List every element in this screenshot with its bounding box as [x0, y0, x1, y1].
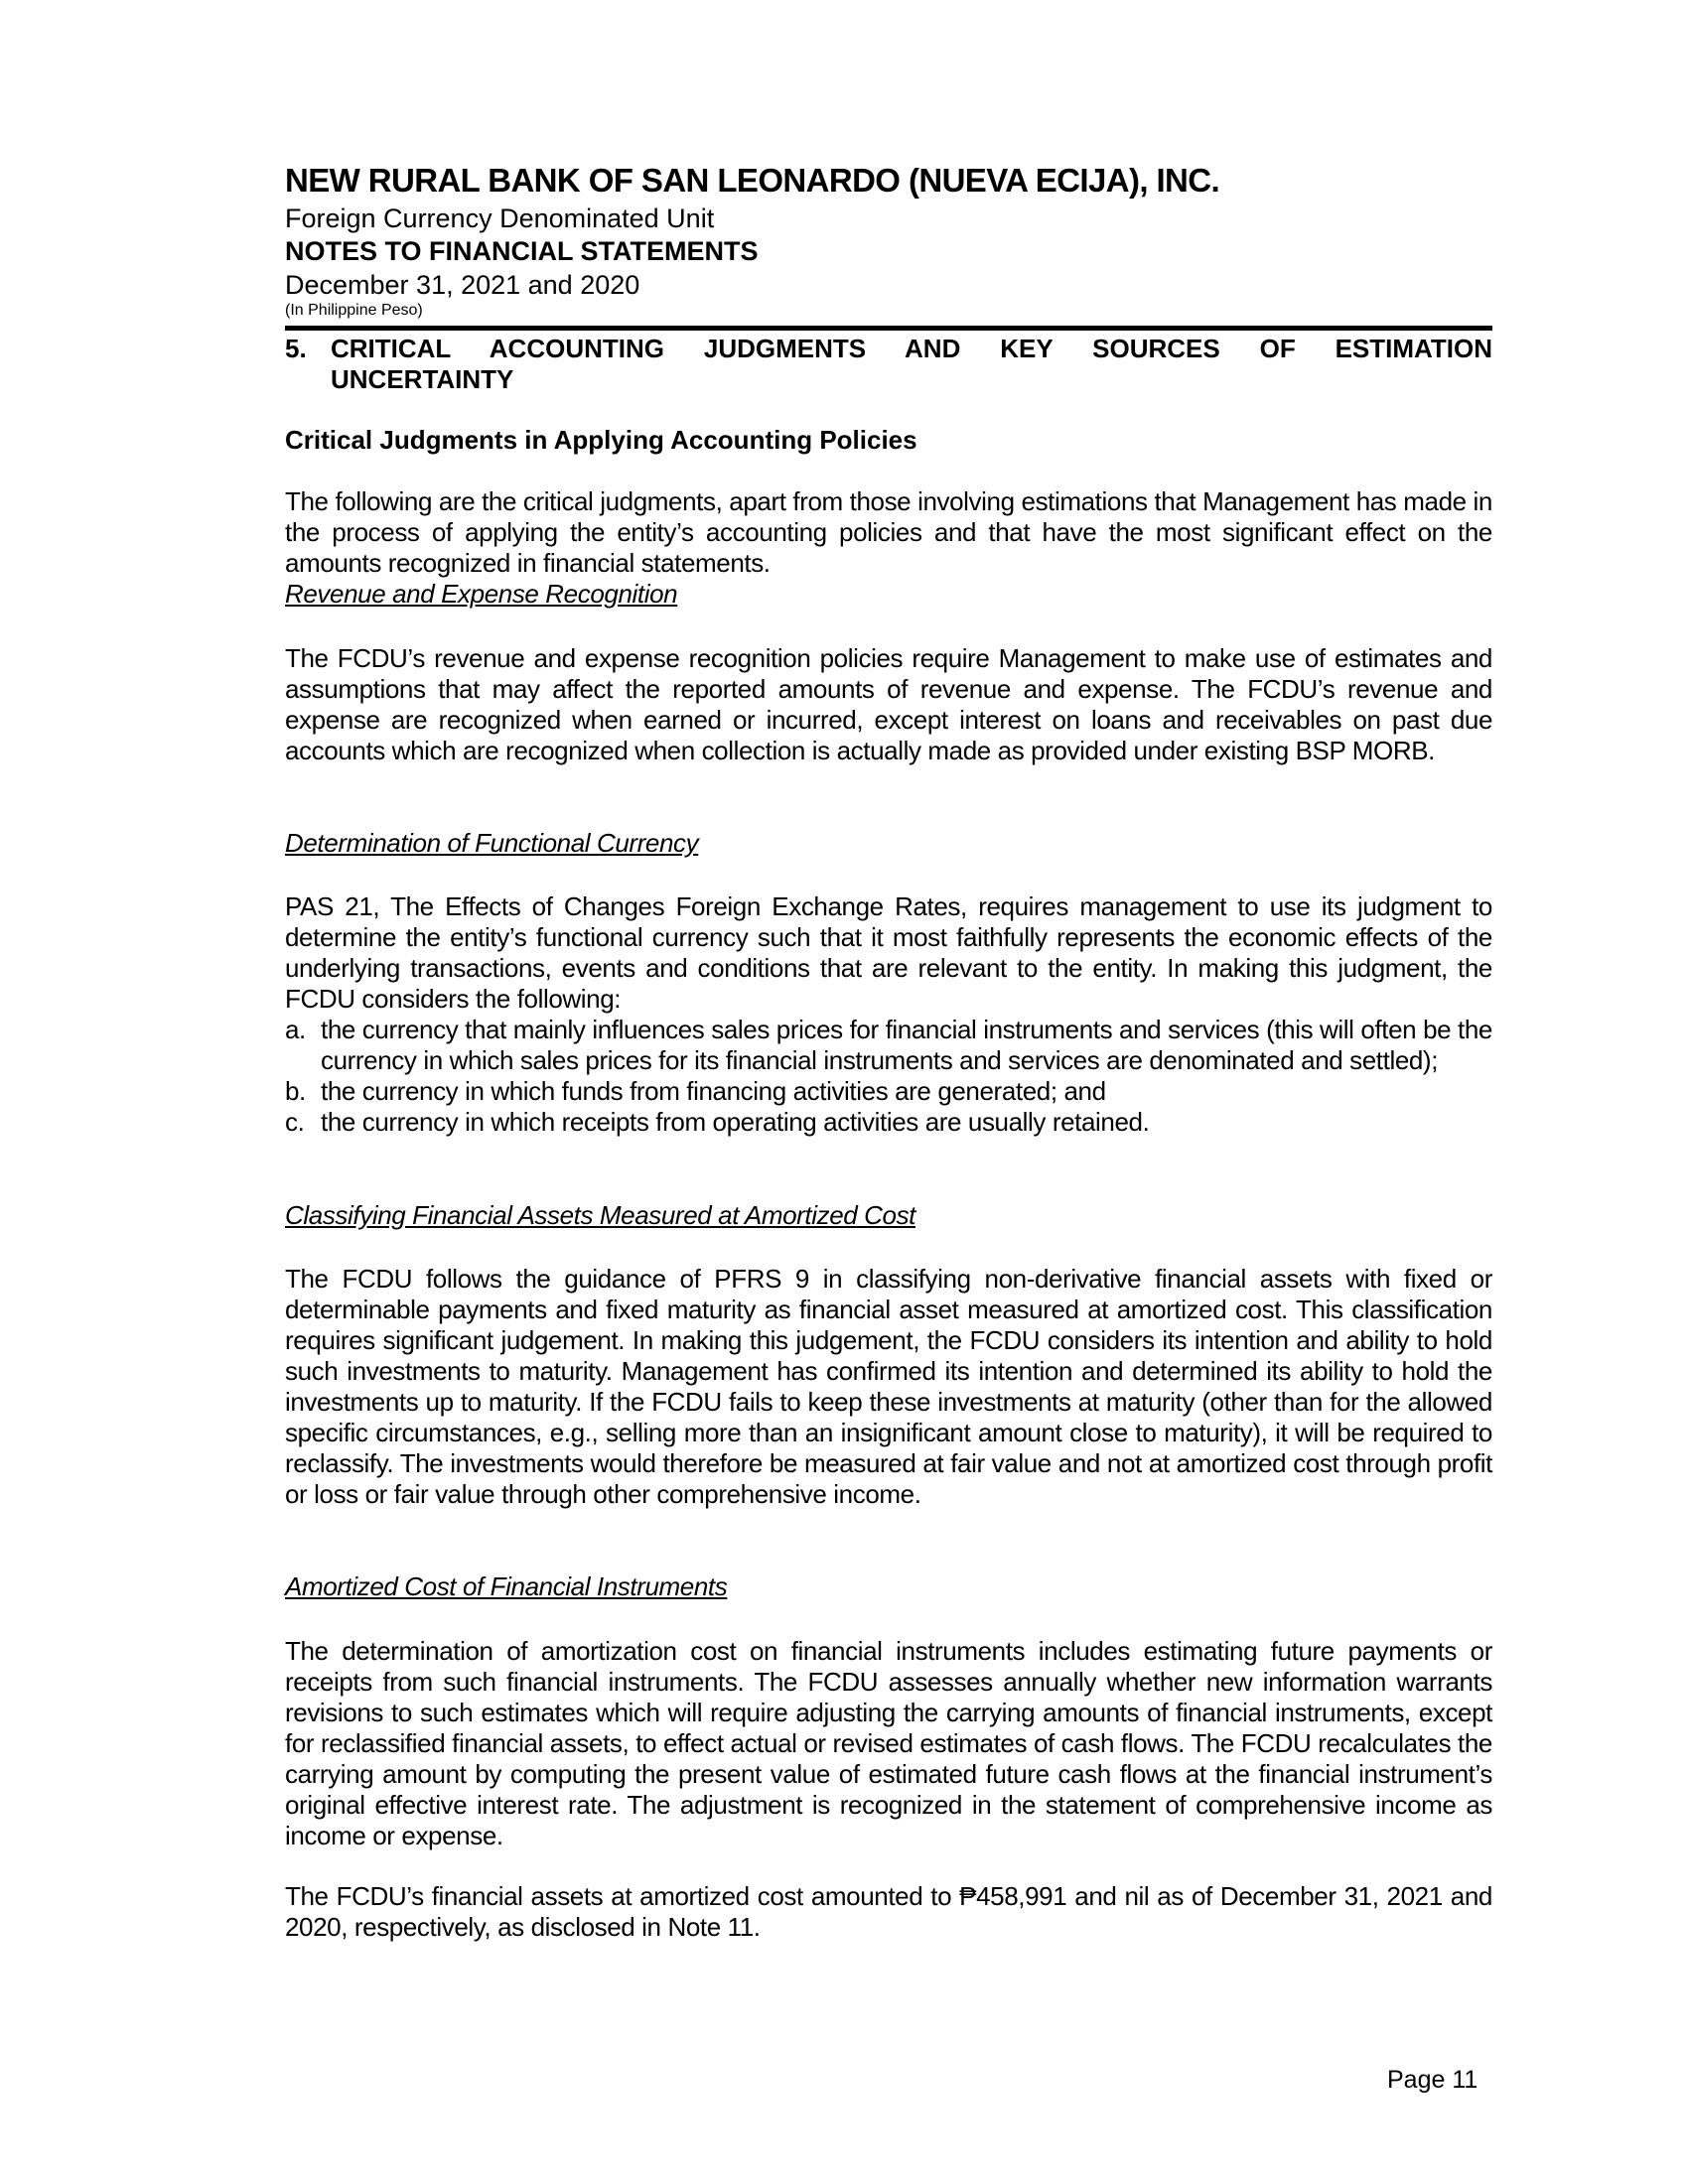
heading-functional-currency: Determination of Functional Currency: [285, 828, 699, 858]
list-marker: c.: [285, 1107, 305, 1137]
intro-paragraph: The following are the critical judgments, apart from those involving estimations that Management has made in the process of applying the entity’s accounting policies and that have the most significant effect on the amounts recognized in financial statements.: [285, 486, 1492, 578]
list-item-text: the currency that mainly influences sales prices for financial instruments and services (this will often be the currency in which sales prices for its financial instruments and services are denominated and settled);: [321, 1015, 1492, 1075]
header-rule: [285, 326, 1492, 331]
page-number: Page 11: [1387, 2066, 1478, 2094]
list-item: [285, 1076, 1492, 1107]
list-marker: b.: [285, 1076, 306, 1106]
subheading-critical-judgments: Critical Judgments in Applying Accounting Policies: [285, 425, 917, 455]
list-item: [285, 1015, 1492, 1076]
statement-date: December 31, 2021 and 2020: [285, 270, 640, 300]
section-number: 5.: [285, 334, 307, 363]
functional-currency-paragraph: PAS 21, The Effects of Changes Foreign Exchange Rates, requires management to use its judgment to determine the entity’s functional currency such that it most faithfully represents the economic effects of the underlying transactions, events and conditions that are relevant to the entity. In making this judgment, the FCDU considers the following:: [285, 891, 1492, 1014]
company-name: NEW RURAL BANK OF SAN LEONARDO (NUEVA ECIJA), INC.: [285, 162, 1220, 199]
amortized-amount-paragraph: The FCDU’s financial assets at amortized cost amounted to ₱458,991 and nil as of December 31, 2021 and 2020, respectively, as disclosed in Note 11.: [285, 1881, 1492, 1942]
functional-currency-list: [285, 1015, 1492, 1138]
section-title-line1: CRITICAL ACCOUNTING JUDGMENTS AND KEY SOURCES OF ESTIMATION: [331, 334, 1492, 363]
list-item-text: the currency in which funds from financing activities are generated; and: [321, 1076, 1106, 1106]
notes-title: NOTES TO FINANCIAL STATEMENTS: [285, 236, 759, 266]
list-item: [285, 1107, 1492, 1138]
heading-revenue-recognition: Revenue and Expense Recognition: [285, 579, 678, 609]
heading-amortized-cost: Amortized Cost of Financial Instruments: [285, 1571, 728, 1601]
section-title-line2: UNCERTAINTY: [331, 364, 514, 394]
classifying-paragraph: The FCDU follows the guidance of PFRS 9 in classifying non-derivative financial assets with fixed or determinable payments and fixed maturity as financial asset measured at amortized cost. This classification requires significant judgement. In making this judgement, the FCDU considers its intention and ability to hold such investments to maturity. Management has confirmed its intention and determined its ability to hold the investments up to maturity. If the FCDU fails to keep these investments at maturity (other than for the allowed specific circumstances, e.g., selling more than an insignificant amount close to maturity), it will be required to reclassify. The investments would therefore be measured at fair value and not at amortized cost through profit or loss or fair value through other comprehensive income.: [285, 1264, 1492, 1509]
revenue-paragraph: The FCDU’s revenue and expense recognition policies require Management to make use of estimates and assumptions that may affect the reported amounts of revenue and expense. The FCDU’s revenue and expense are recognized when earned or incurred, except interest on loans and receivables on past due accounts which are recognized when collection is actually made as provided under existing BSP MORB.: [285, 643, 1492, 765]
list-marker: a.: [285, 1015, 306, 1044]
amortized-cost-paragraph: The determination of amortization cost on financial instruments includes estimating future payments or receipts from such financial instruments. The FCDU assesses annually whether new information warrants revisions to such estimates which will require adjusting the carrying amounts of financial instruments, except for reclassified financial assets, to effect actual or revised estimates of cash flows. The FCDU recalculates the carrying amount by computing the present value of estimated future cash flows at the financial instrument’s original effective interest rate. The adjustment is recognized in the statement of comprehensive income as income or expense.: [285, 1636, 1492, 1850]
currency-note: (In Philippine Peso): [285, 302, 423, 319]
heading-classifying-assets: Classifying Financial Assets Measured at Amortized Cost: [285, 1200, 915, 1230]
list-item-text: the currency in which receipts from operating activities are usually retained.: [321, 1107, 1150, 1137]
unit-name: Foreign Currency Denominated Unit: [285, 204, 715, 233]
